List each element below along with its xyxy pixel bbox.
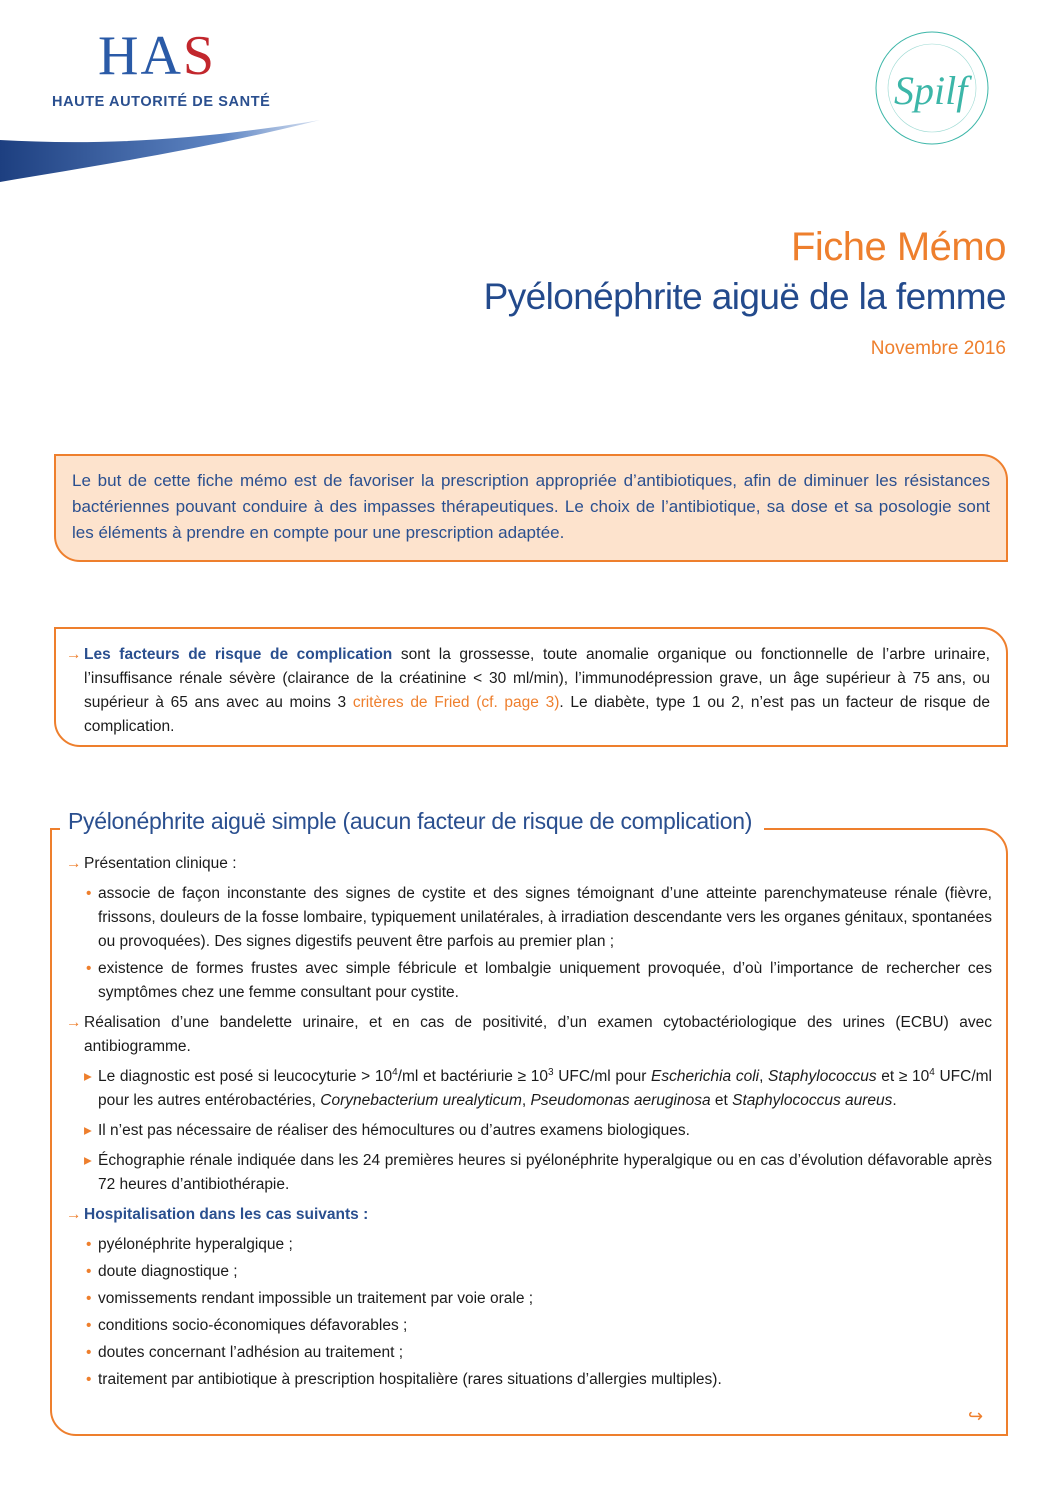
has-swoosh-graphic — [0, 120, 350, 190]
diag-text: . — [892, 1092, 897, 1109]
section-content — [66, 852, 992, 1398]
risk-factors-text-1: sont la grossesse, toute anomalie organique ou fonctionnelle de l’arbre urinaire, l’insuffisance rénale sévère (clairance de la créatinine < 30 ml/min), l’immunodépression grave, un âge supérieur à 75 ans, ou supérieur à 65 ans avec au moins 3 — [84, 646, 990, 711]
diag-sup: 4 — [929, 1066, 935, 1078]
has-logo-letters — [98, 25, 217, 87]
has-logo — [40, 22, 320, 172]
title-block — [484, 222, 1006, 360]
organism-name: Corynebacterium urealyticum — [320, 1092, 522, 1109]
risk-factors-box — [54, 627, 1008, 747]
diag-sup: 4 — [392, 1066, 398, 1078]
diag-text: , — [759, 1068, 769, 1085]
organism-name: Staphylococcus — [768, 1068, 877, 1085]
diag-text: UFC/ml pour — [553, 1068, 652, 1085]
diag-text: /ml et bactériurie ≥ 10 — [397, 1068, 548, 1085]
list-item: • doute diagnostique ; — [84, 1260, 992, 1284]
list-item: • vomissements rendant impossible un traitement par voie orale ; — [84, 1287, 992, 1311]
list-item: • associe de façon inconstante des signes de cystite et des signes témoignant d’une atteinte parenchymateuse rénale (fièvre, frissons, douleurs de la fosse lombaire, typiquement unilatérales, à irradiation descendante vers les organes génitaux, spontanées ou provoquées). Des signes digestifs peuvent être parfois au premier plan ; — [84, 882, 992, 954]
clinical-heading-text: Présentation clinique : — [84, 855, 237, 872]
turn-page-arrow-icon: ↪ — [968, 1406, 984, 1426]
list-item: ▸ Il n’est pas nécessaire de réaliser des hémocultures ou d’autres examens biologiques. — [84, 1119, 992, 1143]
bandelette-text: Réalisation d’une bandelette urinaire, et en cas de positivité, d’un examen cytobactériologique des urines (ECBU) avec antibiogramme. — [84, 1014, 992, 1055]
hospitalisation-list — [84, 1233, 992, 1392]
spilf-logo-text: Spilf — [894, 68, 968, 113]
has-letters-ha: HA — [98, 25, 183, 87]
list-item: • pyélonéphrite hyperalgique ; — [84, 1233, 992, 1257]
diag-sup: 3 — [547, 1066, 554, 1078]
organism-name: Staphylococcus aureus — [732, 1092, 893, 1109]
publication-date: Novembre 2016 — [870, 338, 1006, 359]
list-item: • conditions socio-économiques défavorables ; — [84, 1314, 992, 1338]
section-title: Pyélonéphrite aiguë simple (aucun facteur de risque de complication) — [60, 804, 764, 838]
intro-text: Le but de cette fiche mémo est de favoriser la prescription appropriée d’antibiotiques, afin de diminuer les résistances bactériennes pouvant conduire à des impasses thérapeutiques. Le choix de l’antibiotique, sa dose et sa posologie sont les éléments à prendre en compte pour une prescription adaptée. — [72, 471, 990, 542]
diag-text: et ≥ 10 — [876, 1068, 930, 1085]
diagnosis-criteria-item — [84, 1065, 992, 1113]
clinical-heading — [66, 852, 992, 876]
diag-text: , — [521, 1092, 531, 1109]
intro-box — [54, 454, 1008, 562]
hospitalisation-heading-text: Hospitalisation dans les cas suivants : — [84, 1206, 369, 1223]
list-item: ▸ Échographie rénale indiquée dans les 24 premières heures si pyélonéphrite hyperalgique ou en cas d’évolution défavorable après 72 heures d’antibiothérapie. — [84, 1149, 992, 1197]
diag-text: et — [710, 1092, 733, 1109]
organism-name: Escherichia coli — [651, 1068, 760, 1085]
clinical-list — [84, 882, 992, 1005]
arrow-right-icon: → — [66, 1014, 82, 1031]
organism-name: Pseudomonas aeruginosa — [530, 1092, 711, 1109]
document-subtitle: Pyélonéphrite aiguë de la femme — [483, 276, 1006, 317]
document-title: Fiche Mémo — [790, 225, 1006, 269]
arrow-right-icon: → — [66, 646, 82, 663]
hospitalisation-heading — [66, 1203, 992, 1227]
arrow-right-icon: → — [66, 855, 82, 872]
arrow-right-icon: → — [66, 1206, 82, 1223]
risk-factors-text — [66, 643, 990, 739]
has-letters-s: S — [182, 25, 217, 87]
diag-text: Le diagnostic est posé si leucocyturie > 10 — [98, 1068, 393, 1085]
list-item: • traitement par antibiotique à prescription hospitalière (rares situations d’allergies multiples). — [84, 1368, 992, 1392]
spilf-logo — [872, 28, 992, 148]
list-item: • doutes concernant l’adhésion au traitement ; — [84, 1341, 992, 1365]
risk-factors-text-2: . Le diabète, type 1 ou 2, n’est pas un facteur de risque de complication. — [84, 694, 990, 735]
risk-factors-lead: Les facteurs de risque de complication — [84, 646, 393, 663]
list-item: • existence de formes frustes avec simple fébricule et lombalgie uniquement provoquée, d’où l’importance de rechercher ces symptômes chez une femme consultant pour cystite. — [84, 957, 992, 1005]
bandelette-paragraph — [66, 1011, 992, 1059]
diag-text: UFC/ml pour les autres entérobactéries, — [98, 1068, 992, 1109]
fried-criteria-link[interactable]: critères de Fried (cf. page 3) — [352, 694, 560, 711]
diagnosis-list — [84, 1065, 992, 1197]
has-logo-subtitle: HAUTE AUTORITÉ DE SANTÉ — [52, 94, 271, 110]
